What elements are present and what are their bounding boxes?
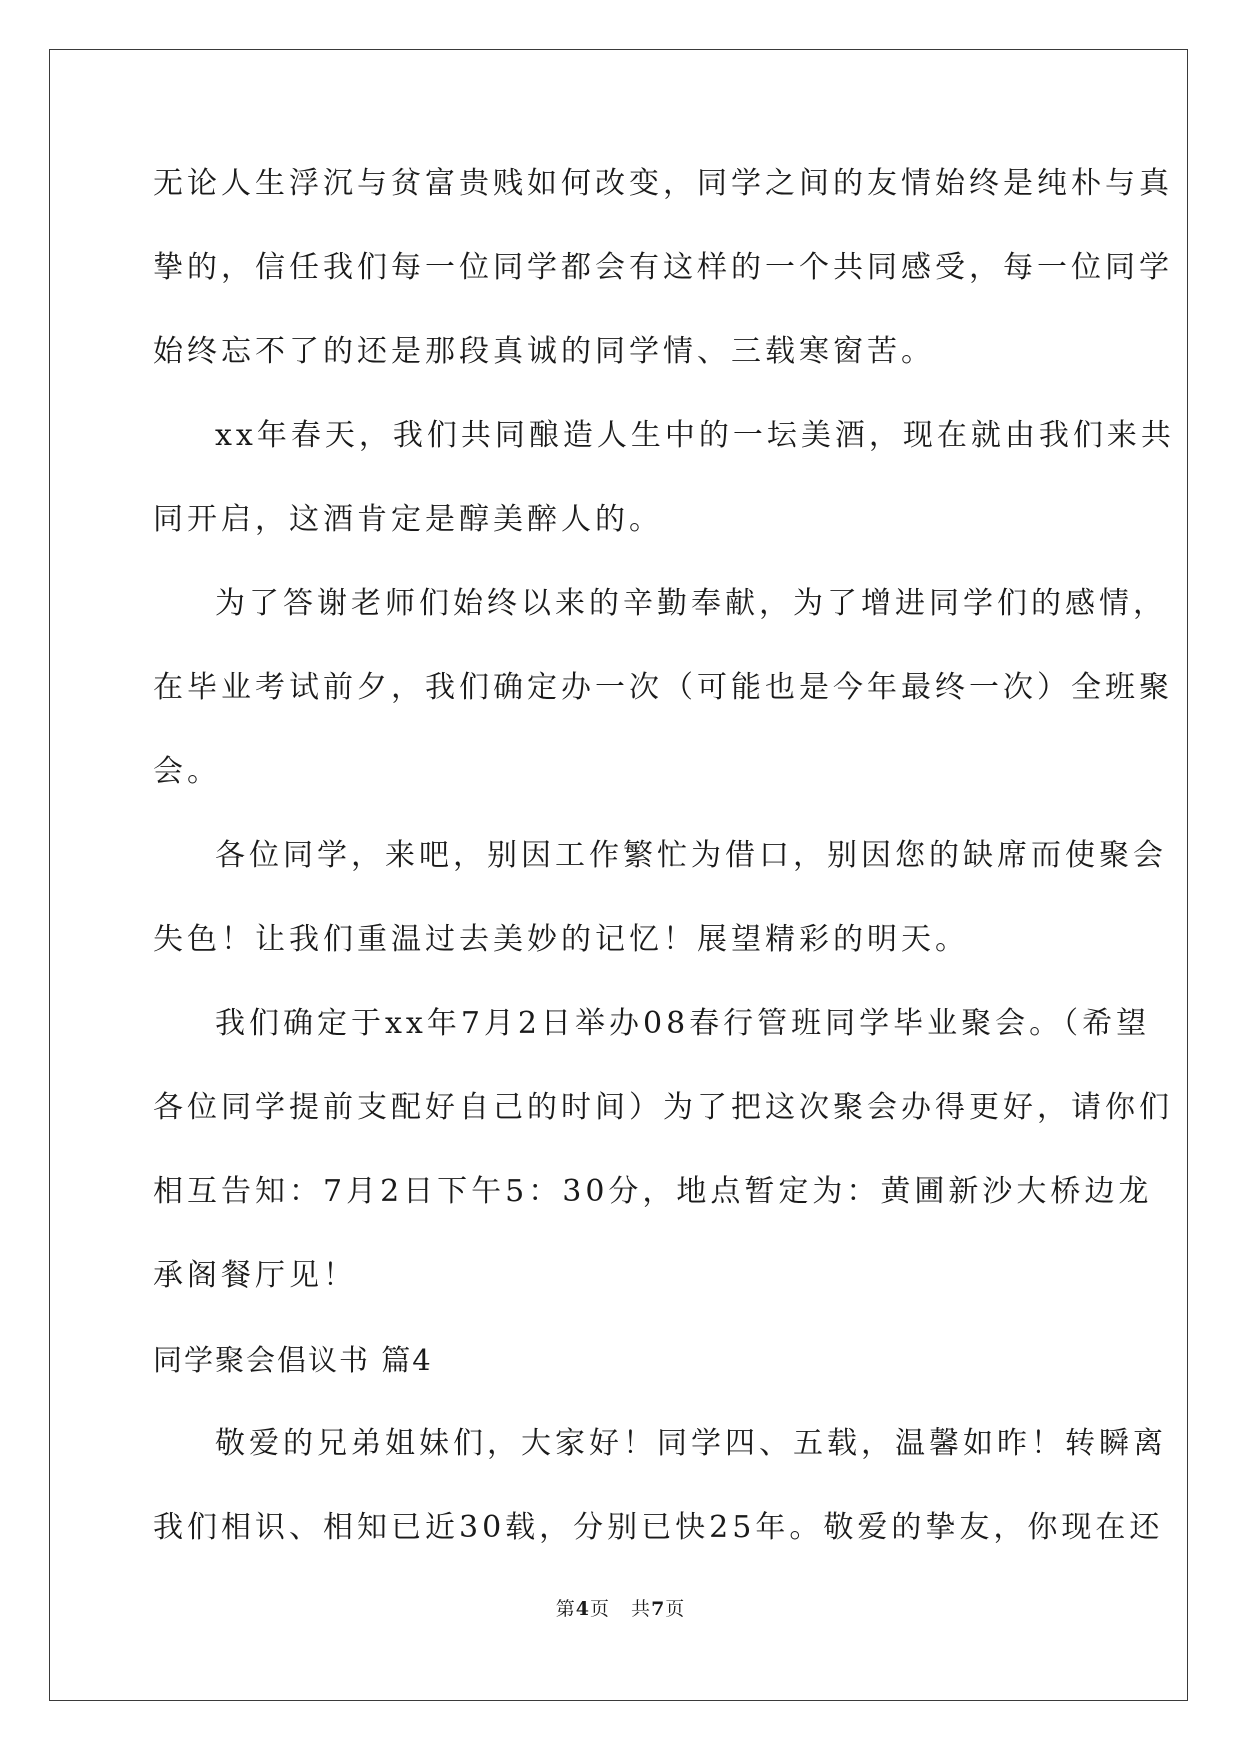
text-line: 我们确定于xx年7月2日举办08春行管班同学毕业聚会。（希望 [215,1006,1151,1041]
text-line: 我们相识、相知已近30载，分别已快25年。敬爱的挚友，你现在还 [153,1510,1164,1545]
section-heading: 同学聚会倡议书 篇4 [153,1343,433,1377]
paragraph-block-1 [153,160,1175,1336]
footer-mid: 页 共 [589,1598,652,1620]
text-line: 敬爱的兄弟姐妹们，大家好！同学四、五载，温馨如昨！转瞬离 [215,1426,1167,1461]
total-pages-number: 7 [651,1598,666,1620]
text-line: 相互告知：7月2日下午5：30分，地点暂定为：黄圃新沙大桥边龙 [153,1174,1153,1209]
document-body [153,160,1175,1588]
footer-suffix: 页 [665,1598,686,1620]
text-line: 承阁餐厅见！ [153,1258,357,1293]
text-line: 无论人生浮沉与贫富贵贱如何改变，同学之间的友情始终是纯朴与真 [153,166,1173,201]
footer-prefix: 第 [555,1598,576,1620]
text-line: 为了答谢老师们始终以来的辛勤奉献，为了增进同学们的感情， [215,586,1167,621]
text-line: 失色！让我们重温过去美妙的记忆！展望精彩的明天。 [153,922,969,957]
text-line: 会。 [153,754,221,789]
text-line: 在毕业考试前夕，我们确定办一次（可能也是今年最终一次）全班聚 [153,670,1173,705]
current-page-number: 4 [575,1598,590,1620]
paragraph-block-2 [153,1420,1167,1588]
text-line: xx年春天，我们共同酿造人生中的一坛美酒，现在就由我们来共 [215,418,1175,453]
page-footer [0,1594,1241,1621]
text-line: 始终忘不了的还是那段真诚的同学情、三载寒窗苦。 [153,334,935,369]
text-line: 各位同学，来吧，别因工作繁忙为借口，别因您的缺席而使聚会 [215,838,1167,873]
text-line: 同开启，这酒肯定是醇美醉人的。 [153,502,663,537]
text-line: 挚的，信任我们每一位同学都会有这样的一个共同感受，每一位同学 [153,250,1173,285]
text-line: 各位同学提前支配好自己的时间）为了把这次聚会办得更好，请你们 [153,1090,1173,1125]
